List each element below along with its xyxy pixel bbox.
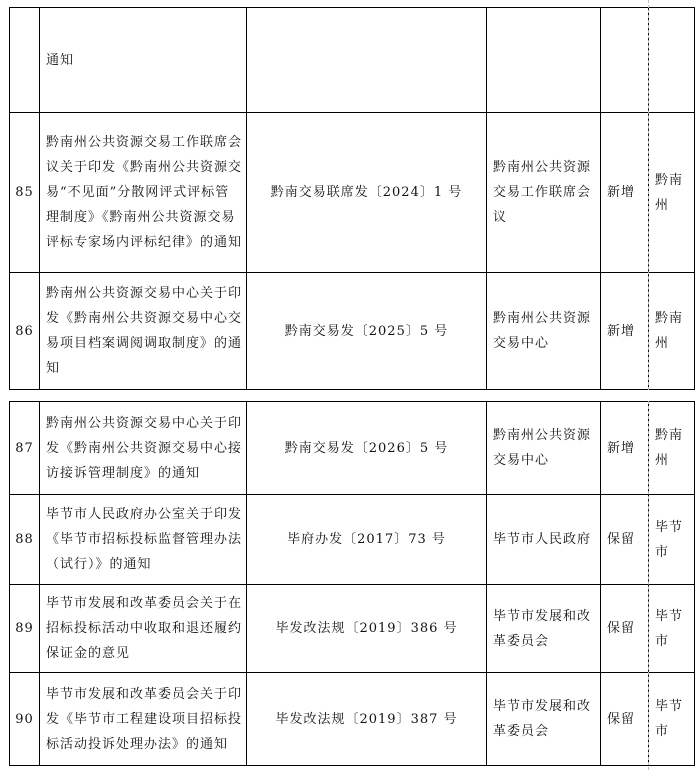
region-label: 毕节市 xyxy=(655,519,684,560)
document-title: 黔南州公共资源交易工作联席会议关于印发《黔南州公共资源交易“不见面”分散网评式评标管理制度》《黔南州公共资源交易评标专家场内评标纪律》的通知 xyxy=(40,113,247,273)
status-label: 保留 xyxy=(601,673,649,766)
row-number xyxy=(10,8,40,113)
status-label: 新增 xyxy=(601,402,649,495)
status-label: 保留 xyxy=(601,585,649,673)
region-label: 毕节市 xyxy=(655,699,684,739)
document-title: 毕节市人民政府办公室关于印发《毕节市招标投标监督管理办法（试行）》的通知 xyxy=(40,495,247,585)
status-label: 新增 xyxy=(601,273,649,390)
page-margin-guide xyxy=(648,401,649,770)
document-number: 黔南交易联席发〔2024〕1 号 xyxy=(247,113,487,273)
table-row xyxy=(10,273,695,390)
issuing-organization: 黔南州公共资源交易中心 xyxy=(487,402,601,495)
document-title: 黔南州公共资源交易中心关于印发《黔南州公共资源交易中心交易项目档案调阅调取制度》的通知 xyxy=(40,273,247,390)
document-number: 黔南交易发〔2025〕5 号 xyxy=(247,273,487,390)
document-number xyxy=(247,8,487,113)
issuing-organization: 黔南州公共资源交易中心 xyxy=(487,273,601,390)
page-margin-guide xyxy=(648,0,649,390)
document-title: 通知 xyxy=(40,8,247,113)
region-label xyxy=(649,8,695,113)
issuing-organization: 黔南州公共资源交易工作联席会议 xyxy=(487,113,601,273)
table-row xyxy=(10,673,695,766)
row-number: 88 xyxy=(10,495,40,585)
row-number: 87 xyxy=(10,402,40,495)
document-number: 毕府办发〔2017〕73 号 xyxy=(247,495,487,585)
page-2 xyxy=(0,401,700,770)
row-number: 90 xyxy=(10,673,40,766)
row-number: 86 xyxy=(10,273,40,390)
issuing-organization: 毕节市人民政府 xyxy=(487,495,601,585)
region-label: 黔南州 xyxy=(655,172,684,213)
issuing-organization xyxy=(487,8,601,113)
table-row xyxy=(10,402,695,495)
status-label xyxy=(601,8,649,113)
table-row xyxy=(10,113,695,273)
document-title: 毕节市发展和改革委员会关于印发《毕节市工程建设项目招标投标活动投诉处理办法》的通知 xyxy=(40,673,247,766)
region-label: 黔南州 xyxy=(655,311,684,351)
status-label: 新增 xyxy=(601,113,649,273)
rules-table-page-2 xyxy=(9,401,695,766)
document-number: 黔南交易发〔2026〕5 号 xyxy=(247,402,487,495)
page-gap xyxy=(0,390,700,401)
table-row xyxy=(10,8,695,113)
document-number: 毕发改法规〔2019〕386 号 xyxy=(247,585,487,673)
document-title: 黔南州公共资源交易中心关于印发《黔南州公共资源交易中心接访接诉管理制度》的通知 xyxy=(40,402,247,495)
rules-table-page-1 xyxy=(9,7,695,390)
region-label: 黔南州 xyxy=(655,428,684,468)
issuing-organization: 毕节市发展和改革委员会 xyxy=(487,585,601,673)
row-number: 85 xyxy=(10,113,40,273)
document-title: 毕节市发展和改革委员会关于在招标投标活动中收取和退还履约保证金的意见 xyxy=(40,585,247,673)
issuing-organization: 毕节市发展和改革委员会 xyxy=(487,673,601,766)
status-label: 保留 xyxy=(601,495,649,585)
table-row xyxy=(10,585,695,673)
row-number: 89 xyxy=(10,585,40,673)
region-label: 毕节市 xyxy=(655,608,684,649)
table-row xyxy=(10,495,695,585)
document-number: 毕发改法规〔2019〕387 号 xyxy=(247,673,487,766)
